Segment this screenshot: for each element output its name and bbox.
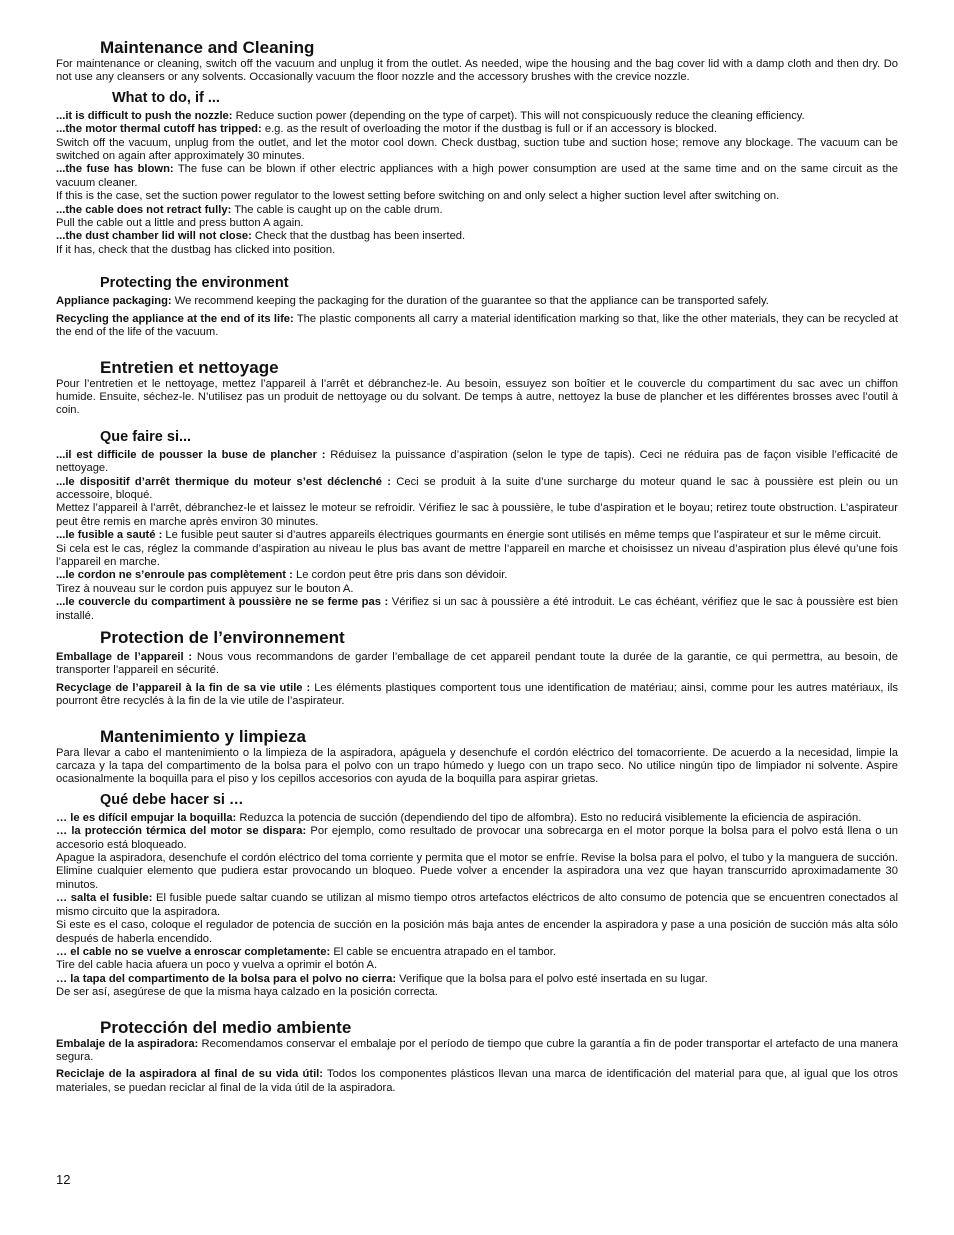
environment-item: Appliance packaging: We recommend keeping the packaging for the duration of the guarantee so that the appliance can be transported safely.: [56, 295, 769, 308]
section-english: [56, 38, 898, 340]
troubleshoot-detail: If this is the case, set the suction power regulator to the lowest setting before switching on and only select a higher suction level after switching on.: [56, 190, 780, 203]
environment-item: Embalaje de la aspiradora: Recomendamos conservar el embalaje por el período de tiempo que cubre la garantía a fin de poder transportar el artefacto de una manera segura.: [56, 1037, 898, 1063]
subsection-title-environment: Protection de l’environnement: [100, 628, 345, 647]
troubleshoot-detail: Tirez à nouveau sur le cordon puis appuyez sur le bouton A.: [56, 582, 354, 595]
troubleshoot-detail: Switch off the vacuum, unplug from the outlet, and let the motor cool down. Check dustbag, suction tube and suction hose; remove any blockage. The vacuum can be switched on again after approximately 30 minutes.: [56, 136, 898, 163]
page-number: 12: [56, 1172, 71, 1187]
troubleshoot-detail: Si este es el caso, coloque el regulador de potencia de succión en la posición más baja antes de encender la aspiradora y pase a una posición de succión más alta sólo después de haberla encendido.: [56, 919, 898, 945]
subsection-title-what-to-do: Que faire si...: [100, 428, 192, 445]
subsection-title-what-to-do: Qué debe hacer si …: [100, 791, 244, 808]
troubleshoot-item: … el cable no se vuelve a enroscar completamente: El cable se encuentra atrapado en el tambor.: [56, 945, 556, 958]
troubleshoot-item: ...the fuse has blown: The fuse can be blown if other electric appliances with a high power consumption are used at the same time and on the same circuit as the vacuum cleaner.: [56, 163, 899, 189]
maintenance-text: Para llevar a cabo el mantenimiento o la limpieza de la aspiradora, apáguela y desenchufe el cordón eléctrico del tomacorriente. De acuerdo a la necesidad, limpie la carcaza y la tapa del compartimento de la bolsa para el polvo con un trapo húmedo y luego con un trapo seco. No utilice ningún tipo de limpiador ni solvente. Aspire ocasionalmente la boquilla para el piso y los cepillos accesorios con ayuda de la boquilla para aspirar grietas.: [56, 746, 898, 786]
troubleshoot-item: ...le cordon ne s’enroule pas complètement : Le cordon peut être pris dans son dévidoir.: [56, 569, 508, 582]
troubleshoot-item: … le es difícil empujar la boquilla: Reduzca la potencia de succión (dependiendo del tipo de alfombra). Esto no reducirá visiblemente la eficiencia de aspiración.: [56, 811, 862, 824]
troubleshoot-item: … la protección térmica del motor se dispara: Por ejemplo, como resultado de provocar una sobrecarga en el motor porque la bolsa para el polvo está llena o un accesorio está bloqueado.: [56, 825, 898, 851]
troubleshoot-item: ...le fusible a sauté : Le fusible peut sauter si d’autres appareils électriques gourmants en énergie sont utilisés en même temps que l’aspirateur et sur le même circuit.: [56, 529, 882, 542]
troubleshoot-detail: Pull the cable out a little and press button A again.: [56, 217, 304, 230]
troubleshoot-detail: Apague la aspiradora, desenchufe el cordón eléctrico del toma corriente y permita que el motor se enfríe. Revise la bolsa para el polvo, el tubo y la manguera de succión. Elimine cualquier elemento que pudiera estar provocando un bloqueo. Puede volver a encender la aspiradora una vez que hayan transcurrido aproximadamente 30 minutos.: [56, 852, 898, 891]
environment-item: Emballage de l’appareil : Nous vous recommandons de garder l’emballage de cet appareil pendant toute la durée de la garantie, ce qui permettra, au besoin, de transporter l’appareil en sécurité.: [56, 651, 898, 677]
subsection-title-what-to-do: What to do, if ...: [112, 89, 220, 106]
section-title-maintenance: Entretien et nettoyage: [100, 357, 279, 377]
section-title-maintenance: Maintenance and Cleaning: [100, 38, 315, 57]
subsection-title-environment: Protección del medio ambiente: [100, 1017, 352, 1037]
troubleshoot-item: ...le dispositif d’arrêt thermique du moteur s’est déclenché : Ceci se produit à la suite d’une surcharge du moteur quand le sac à poussière est plein ou un accessoire, bloqué.: [56, 475, 899, 501]
troubleshoot-item: ...le couvercle du compartiment à poussière ne se ferme pas : Vérifiez si un sac à poussière a été introduit. Le cas échéant, vérifiez que le sac à poussière est bien installé.: [56, 596, 898, 622]
troubleshoot-item: … salta el fusible: El fusible puede saltar cuando se utilizan al mismo tiempo otros artefactos eléctricos de alto consumo de potencia que se encuentren conectados al mismo circuito que la aspiradora.: [56, 892, 898, 918]
subsection-title-environment: Protecting the environment: [100, 275, 289, 292]
troubleshoot-detail: Tire del cable hacia afuera un poco y vuelva a oprimir el botón A.: [56, 959, 378, 972]
troubleshoot-item: ...il est difficile de pousser la buse de plancher : Réduisez la puissance d’aspiration (selon le type de tapis). Ceci ne réduira pas de façon visible l’efficacité de nettoyage.: [56, 448, 898, 475]
troubleshoot-detail: Mettez l’appareil à l’arrêt, débranchez-le et laissez le moteur se refroidir. Vérifiez le sac à poussière, le tube d’aspiration et le boyau; retirez toute obstruction. L’aspirateur peut être remis en marche après environ 30 minutes.: [56, 502, 898, 528]
troubleshoot-detail: De ser así, asegúrese de que la misma haya calzado en la posición correcta.: [56, 986, 438, 999]
troubleshoot-item: … la tapa del compartimento de la bolsa para el polvo no cierra: Verifique que la bolsa para el polvo esté insertada en su lugar.: [56, 972, 708, 985]
troubleshoot-detail: If it has, check that the dustbag has clicked into position.: [56, 243, 336, 256]
troubleshoot-detail: Si cela est le cas, réglez la commande d’aspiration au niveau le plus bas avant de mettre l’appareil en marche et choisissez un niveau d’aspiration plus élevé qu’une fois l’appareil en marche.: [56, 542, 898, 568]
section-title-maintenance: Mantenimiento y limpieza: [100, 726, 306, 746]
manual-page: [56, 38, 898, 1095]
troubleshoot-item: ...the dust chamber lid will not close: Check that the dustbag has been inserted.: [56, 230, 466, 243]
environment-item: Recyclage de l’appareil à la fin de sa vie utile : Les éléments plastiques comportent tous une identification de matériau; ainsi, comme pour les autres matériaux, ils pourront être recyclés à la fin de la vie utile de l’aspirateur.: [56, 681, 898, 708]
maintenance-text: For maintenance or cleaning, switch off the vacuum and unplug it from the outlet. As needed, wipe the housing and the bag cover lid with a damp cloth and then dry. Do not use any cleansers or any solvents. Occasionally vacuum the floor nozzle and the accessory brushes with the crevice nozzle.: [56, 58, 898, 84]
environment-item: Reciclaje de la aspiradora al final de su vida útil: Todos los componentes plásticos llevan una marca de identificación del material para que, al igual que los otros materiales, se puedan reciclar al final de la vida útil de la aspiradora.: [56, 1068, 898, 1094]
section-spanish: [56, 727, 898, 1096]
troubleshoot-item: ...the motor thermal cutoff has tripped: e.g. as the result of overloading the motor if the dustbag is full or if an accessory is blocked.: [56, 123, 717, 136]
maintenance-text: Pour l’entretien et le nettoyage, mettez l’appareil à l’arrêt et débranchez-le. Au besoin, essuyez son boîtier et le couvercle du compartiment du sac avec un chiffon humide. Ensuite, séchez-le. N’utilisez pas un produit de nettoyage ou du solvant. De temps à autre, nettoyez la buse de plancher et les différentes brosses avec l’outil à coin.: [56, 377, 898, 417]
troubleshoot-item: ...it is difficult to push the nozzle: Reduce suction power (depending on the type of carpet). This will not conspicuously reduce the cleaning efficiency.: [56, 109, 805, 122]
section-french: [56, 358, 898, 709]
environment-item: Recycling the appliance at the end of its life: The plastic components all carry a material identification marking so that, like the other materials, they can be recycled at the end of the life of the vacuum.: [56, 312, 898, 339]
troubleshoot-item: ...the cable does not retract fully: The cable is caught up on the cable drum.: [56, 203, 443, 216]
